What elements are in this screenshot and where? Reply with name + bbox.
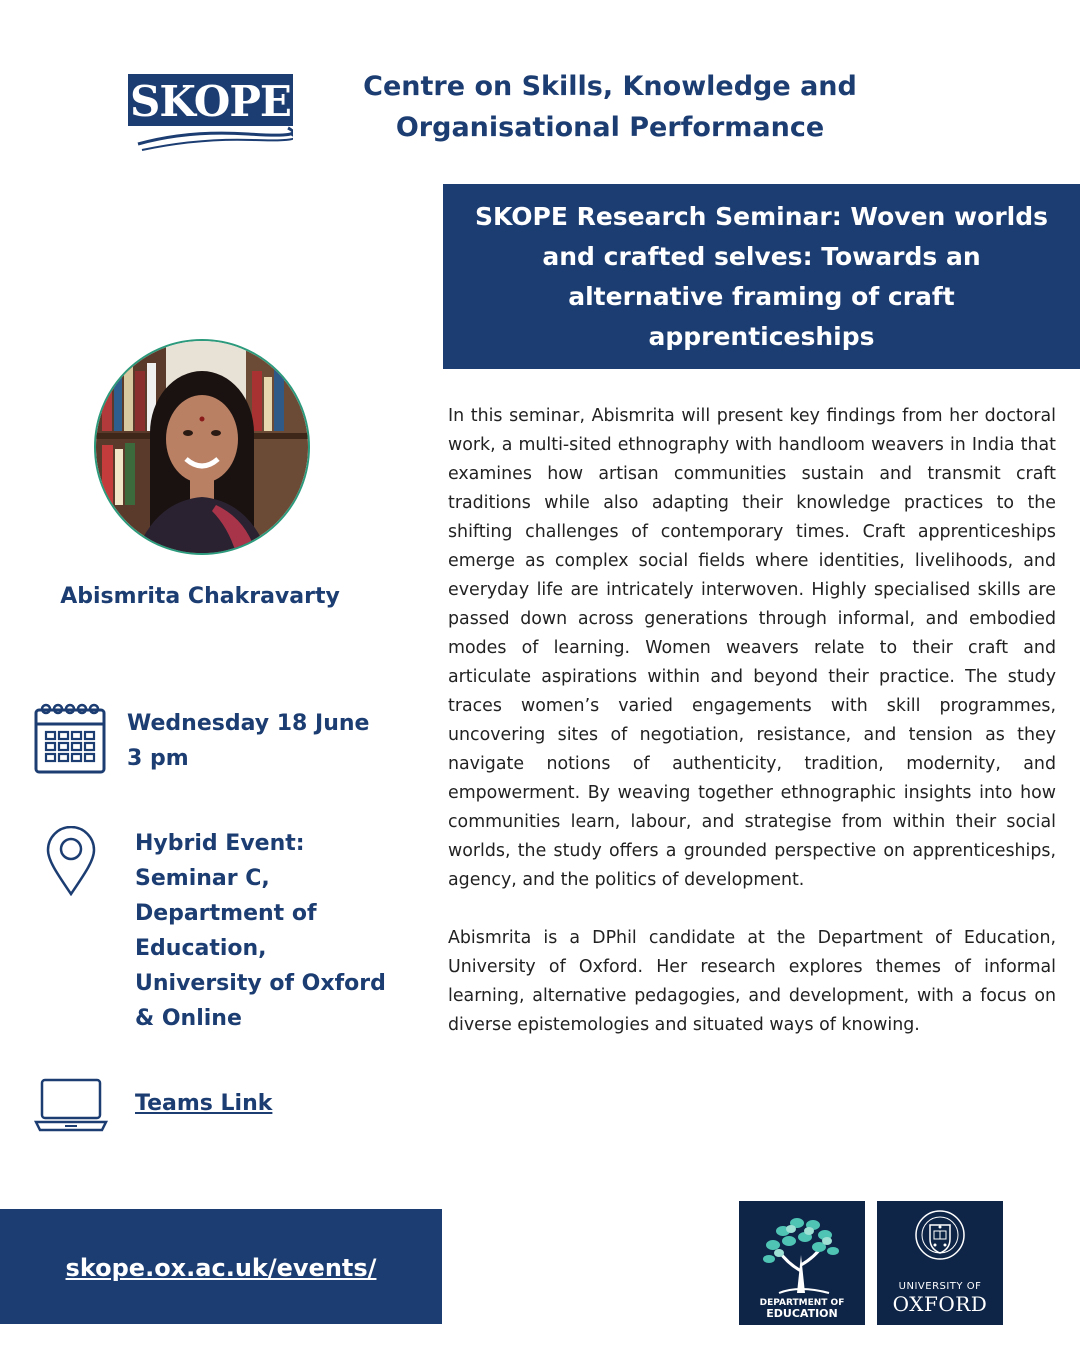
description-paragraph: In this seminar, Abismrita will present key findings from her doctoral work, a multi-sited ethnography with handloom weavers in India that examines how artisan communities sustain and transmit craft traditions while also adapting their knowledge practices to the shifting challenges of contemporary times. Craft apprenticeships emerge as complex social fields where identities, livelihoods, and everyday life are intricately interwoven. Highly specialised skills are passed down across generations through informal, and embodied modes of learning. Women weavers relate to their craft and articulate aspirations within and beyond their practice. The study traces women’s varied engagements with skill programmes, uncovering sites of negotiation, resistance, and tension as they navigate notions of authenticity, tradition, modernity, and empowerment. By weaving together ethnographic insights into how communities learn, labour, and strategise from within their social worlds, the study offers a grounded perspective on apprenticeships, agency, and the politics of development. [448, 406, 1056, 890]
teams-link[interactable]: Teams Link [135, 1091, 273, 1116]
laptop-icon [34, 1078, 108, 1132]
speaker-photo-illustration [96, 341, 308, 553]
venue-line: Seminar C, [135, 866, 270, 891]
venue-line: Department of [135, 901, 317, 926]
venue-line: University of Oxford [135, 971, 386, 996]
event-time: 3 pm [127, 746, 189, 771]
dept-logo-line2: EDUCATION [766, 1307, 838, 1320]
seminar-title-box [443, 184, 1080, 369]
speaker-photo [94, 339, 310, 555]
speaker-name: Abismrita Chakravarty [60, 584, 340, 609]
skope-logo-text: SKOPE [130, 77, 291, 126]
seminar-title: SKOPE Research Seminar: Woven worlds and crafted selves: Towards an alternative framing of craft apprenticeships [474, 201, 1048, 351]
oxford-logo-line2: OXFORD [892, 1292, 988, 1316]
speaker-bio-paragraph: Abismrita is a DPhil candidate at the Department of Education, University of Oxford. Her research explores themes of informal learning, alternative pedagogies, and development, with a focus on diverse epistemologies and situated ways of knowing. [448, 928, 1056, 1035]
event-date-line1: Wednesday 18 June [127, 711, 370, 736]
header-title-line2: Organisational Performance [395, 112, 825, 143]
venue-line: & Online [135, 1006, 242, 1031]
skope-logo [128, 74, 293, 152]
events-url-link[interactable]: skope.ox.ac.uk/events/ [65, 1253, 377, 1282]
dept-logo-line1: DEPARTMENT OF [759, 1298, 845, 1308]
header-title-line1: Centre on Skills, Knowledge and [363, 71, 857, 102]
event-venue [135, 826, 425, 1036]
event-date [127, 706, 369, 776]
location-pin-icon [46, 826, 96, 896]
venue-line: Hybrid Event: [135, 831, 305, 856]
footer-banner [0, 1209, 442, 1324]
calendar-icon [34, 702, 106, 774]
venue-line: Education, [135, 936, 267, 961]
oxford-logo-line1: UNIVERSITY OF [898, 1281, 982, 1292]
seminar-description [448, 402, 1056, 1040]
header-title [330, 66, 890, 148]
department-of-education-logo [739, 1201, 865, 1325]
university-of-oxford-logo [877, 1201, 1003, 1325]
